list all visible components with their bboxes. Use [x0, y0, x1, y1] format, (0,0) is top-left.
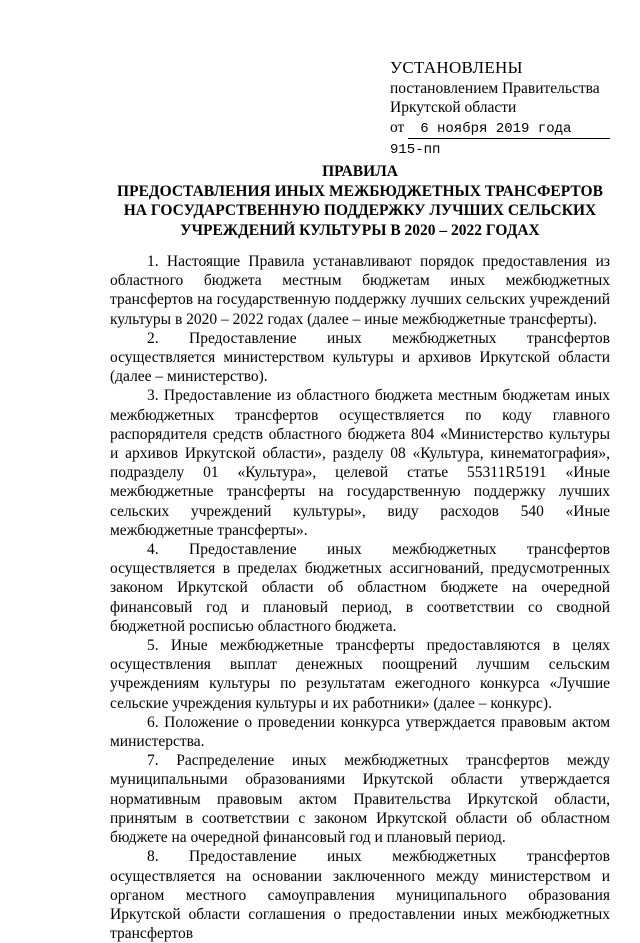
paragraph-5: 5. Иные межбюджетные трансферты предоставляются в целях осуществления выплат денежных поощрений лучшим сельским учреждениям культуры по результатам ежегодного конкурса «Лучшие сельские учреждения культуры и их работники» (далее – конкурс).	[110, 637, 610, 712]
document-body	[110, 252, 610, 943]
approval-stamp	[390, 58, 630, 160]
paragraph-2: 2. Предоставление иных межбюджетных трансфертов осуществляется министерством культуры и архивов Иркутской области (далее – министерство).	[110, 329, 610, 386]
paragraph-1: 1. Настоящие Правила устанавливают порядок предоставления из областного бюджета местным бюджетам иных межбюджетных трансфертов на государственную поддержку лучших сельских учреждений культуры в 2020 – 2022 годах (далее – иные межбюджетные трансферты).	[110, 253, 610, 328]
paragraph-6: 6. Положение о проведении конкурса утверждается правовым актом министерства.	[110, 713, 610, 751]
paragraph-7: 7. Распределение иных межбюджетных трансфертов между муниципальными образованиями Иркутской области утверждается нормативным правовым актом Правительства Иркутской области, принятым в соответствии с законом Иркутской области об областном бюджете на очередной финансовый год и плановый период.	[110, 752, 610, 847]
title-line-2: ПРЕДОСТАВЛЕНИЯ ИНЫХ МЕЖБЮДЖЕТНЫХ ТРАНСФЕРТОВ	[117, 182, 603, 200]
paragraph-3: 3. Предоставление из областного бюджета местным бюджетам иных межбюджетных трансфертов осуществляется по коду главного распорядителя средств областного бюджета 804 «Министерство культуры и архивов Иркутской области», разделу 08 «Культура, кинематография», подразделу 01 «Культура», целевой статье 55311R5191 «Иные межбюджетные трансферты на государственную поддержку лучших сельских учреждений культуры», виду расходов 540 «Иные межбюджетные трансферты».	[110, 387, 610, 539]
title-line-3: НА ГОСУДАРСТВЕННУЮ ПОДДЕРЖКУ ЛУЧШИХ СЕЛЬСКИХ	[123, 202, 597, 219]
approval-date-row	[390, 118, 630, 139]
title-line-4: УЧРЕЖДЕНИЙ КУЛЬТУРЫ В 2020 – 2022 ГОДАХ	[180, 221, 540, 239]
approval-line-2: Иркутской области	[390, 99, 517, 116]
approval-date-prefix: от	[390, 119, 405, 136]
paragraph-4: 4. Предоставление иных межбюджетных трансфертов осуществляется в пределах бюджетных ассигнований, предусмотренных законом Иркутской области об областном бюджете на очередной финансовый год и плановый период, в соответствии со сводной бюджетной росписью областного бюджета.	[110, 541, 610, 635]
approval-date: 6 ноября 2019 года	[408, 121, 610, 139]
title-line-1: ПРАВИЛА	[322, 163, 398, 180]
approval-heading: УСТАНОВЛЕНЫ	[390, 58, 523, 77]
approval-number: 915-пп	[390, 142, 441, 158]
paragraph-8: 8. Предоставление иных межбюджетных трансфертов осуществляется на основании заключенного между министерством и органом местного самоуправления муниципального образования Иркутской области соглашения о предоставлении иных межбюджетных трансфертов	[110, 848, 610, 943]
document-title	[100, 162, 620, 240]
approval-line-1: постановлением Правительства	[390, 80, 600, 97]
